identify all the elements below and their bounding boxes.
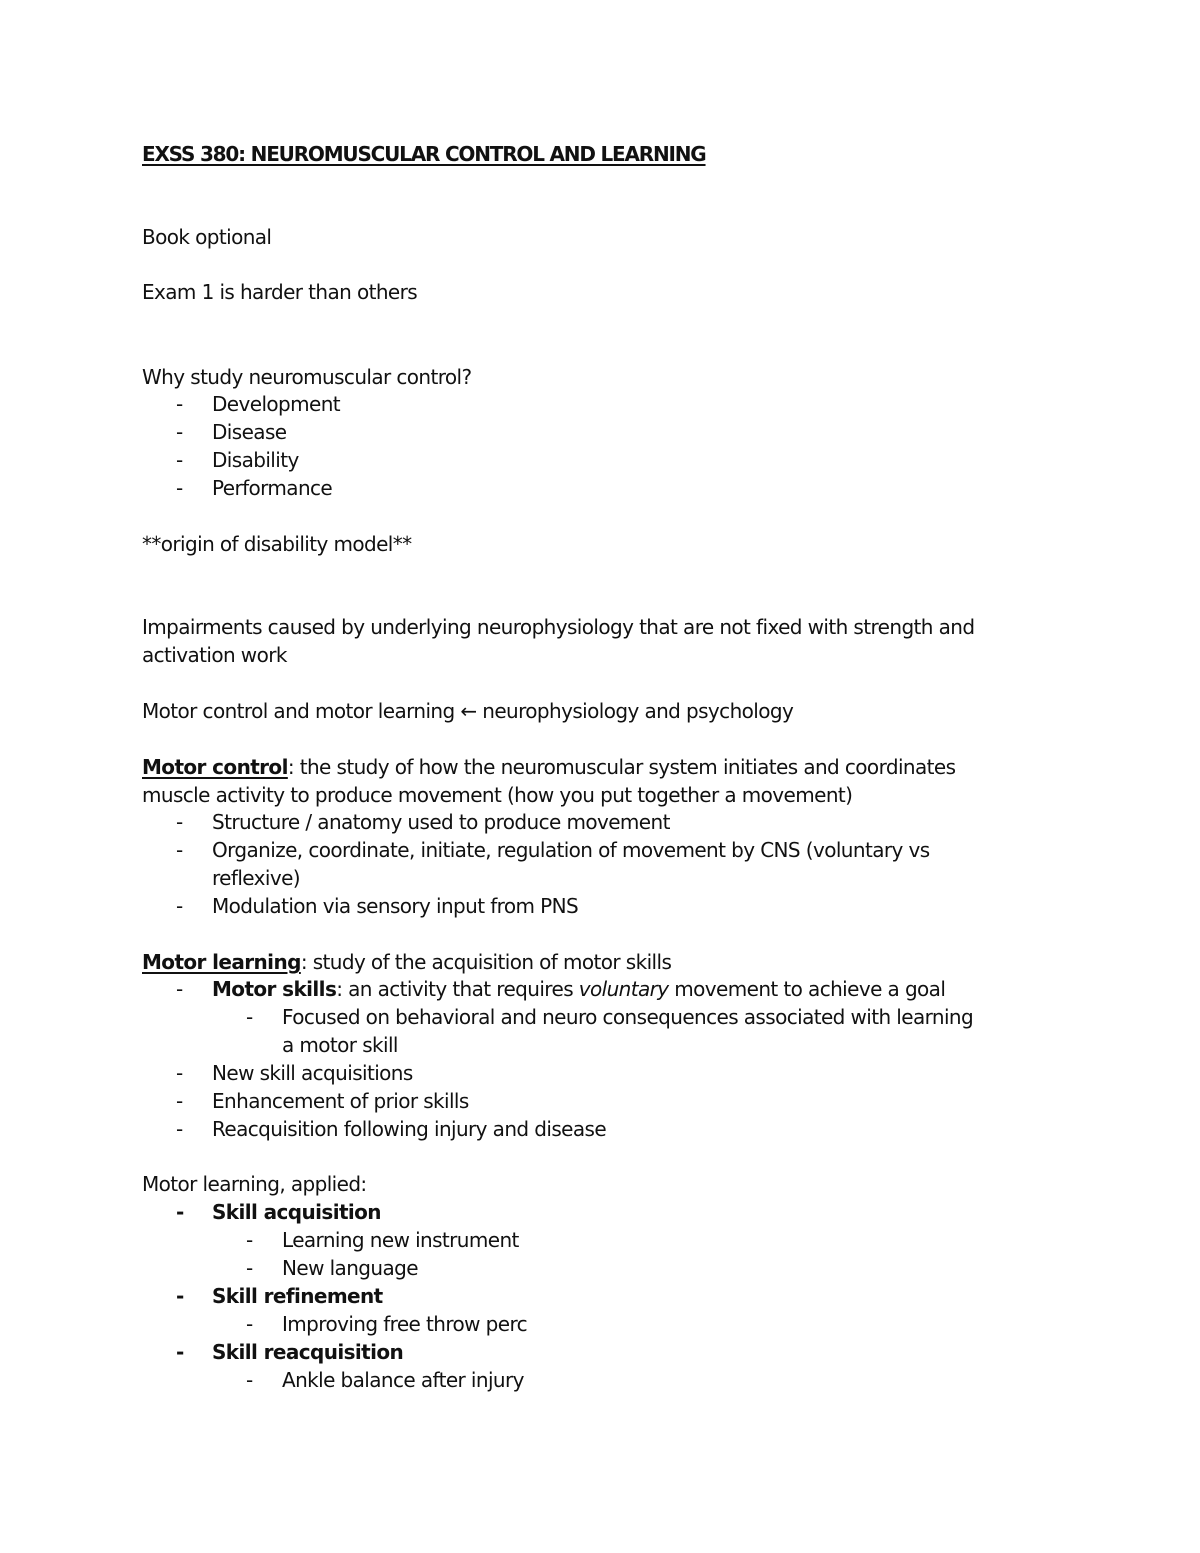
bullet-dash: - bbox=[246, 1368, 254, 1392]
impairments-line-1: Impairments caused by underlying neurophysiology that are not fixed with strength and bbox=[142, 615, 975, 639]
bullet-dash: - bbox=[176, 1200, 185, 1224]
note-book: Book optional bbox=[142, 225, 272, 249]
sub-list-item: Improving free throw perc bbox=[282, 1312, 528, 1336]
motor-skills-def-italic: voluntary bbox=[578, 977, 669, 1001]
bullet-dash: - bbox=[176, 977, 184, 1001]
list-item: Development bbox=[212, 392, 341, 416]
motor-control-term: Motor control bbox=[142, 755, 288, 779]
motor-control-def: : the study of how the neuromuscular system initiates and coordinates bbox=[287, 755, 956, 779]
bullet-dash: - bbox=[176, 1284, 185, 1308]
relation-line: Motor control and motor learning ← neurophysiology and psychology bbox=[142, 699, 794, 723]
list-item: Reacquisition following injury and disease bbox=[212, 1117, 607, 1141]
why-question: Why study neuromuscular control? bbox=[142, 365, 472, 389]
bullet-dash: - bbox=[246, 1312, 254, 1336]
motor-learning-definition bbox=[142, 948, 671, 976]
bullet-dash: - bbox=[176, 392, 184, 416]
motor-learning-term: Motor learning bbox=[142, 950, 301, 974]
motor-skills-item bbox=[212, 975, 945, 1003]
bullet-dash: - bbox=[176, 810, 184, 834]
bullet-dash: - bbox=[176, 1061, 184, 1085]
bullet-dash: - bbox=[176, 420, 184, 444]
bullet-dash: - bbox=[176, 1089, 184, 1113]
bullet-dash: - bbox=[176, 448, 184, 472]
list-item: Organize, coordinate, initiate, regulation of movement by CNS (voluntary vs bbox=[212, 838, 930, 862]
sub-list-item: Learning new instrument bbox=[282, 1228, 519, 1252]
motor-control-definition bbox=[142, 753, 955, 781]
applied-group-label: Skill refinement bbox=[212, 1284, 383, 1308]
motor-learning-def: : study of the acquisition of motor skills bbox=[300, 950, 672, 974]
sub-list-item-continuation: a motor skill bbox=[282, 1033, 398, 1057]
sub-list-item: New language bbox=[282, 1256, 418, 1280]
bullet-dash: - bbox=[176, 476, 184, 500]
bullet-dash: - bbox=[246, 1256, 254, 1280]
applied-group-label: Skill acquisition bbox=[212, 1200, 381, 1224]
list-item: Disease bbox=[212, 420, 287, 444]
list-item: New skill acquisitions bbox=[212, 1061, 413, 1085]
bullet-dash: - bbox=[176, 1117, 184, 1141]
list-item: Modulation via sensory input from PNS bbox=[212, 894, 579, 918]
bullet-dash: - bbox=[176, 838, 184, 862]
list-item: Performance bbox=[212, 476, 333, 500]
list-item: Disability bbox=[212, 448, 299, 472]
motor-skills-def-b: movement to achieve a goal bbox=[668, 977, 946, 1001]
page-title: EXSS 380: NEUROMUSCULAR CONTROL AND LEARNING bbox=[142, 142, 706, 166]
motor-skills-def-a: : an activity that requires bbox=[336, 977, 579, 1001]
applied-group-label: Skill reacquisition bbox=[212, 1340, 404, 1364]
motor-skills-term: Motor skills bbox=[212, 977, 337, 1001]
bullet-dash: - bbox=[176, 894, 184, 918]
applied-heading: Motor learning, applied: bbox=[142, 1172, 367, 1196]
note-exam: Exam 1 is harder than others bbox=[142, 280, 418, 304]
list-item: Structure / anatomy used to produce movement bbox=[212, 810, 670, 834]
bullet-dash: - bbox=[246, 1005, 254, 1029]
bullet-dash: - bbox=[176, 1340, 185, 1364]
list-item: Enhancement of prior skills bbox=[212, 1089, 469, 1113]
sub-list-item: Focused on behavioral and neuro consequences associated with learning bbox=[282, 1005, 974, 1029]
impairments-line-2: activation work bbox=[142, 643, 287, 667]
sub-list-item: Ankle balance after injury bbox=[282, 1368, 524, 1392]
bullet-dash: - bbox=[246, 1228, 254, 1252]
list-item-continuation: reflexive) bbox=[212, 866, 300, 890]
motor-control-def-line-2: muscle activity to produce movement (how you put together a movement) bbox=[142, 783, 853, 807]
origin-note: **origin of disability model** bbox=[142, 532, 412, 556]
